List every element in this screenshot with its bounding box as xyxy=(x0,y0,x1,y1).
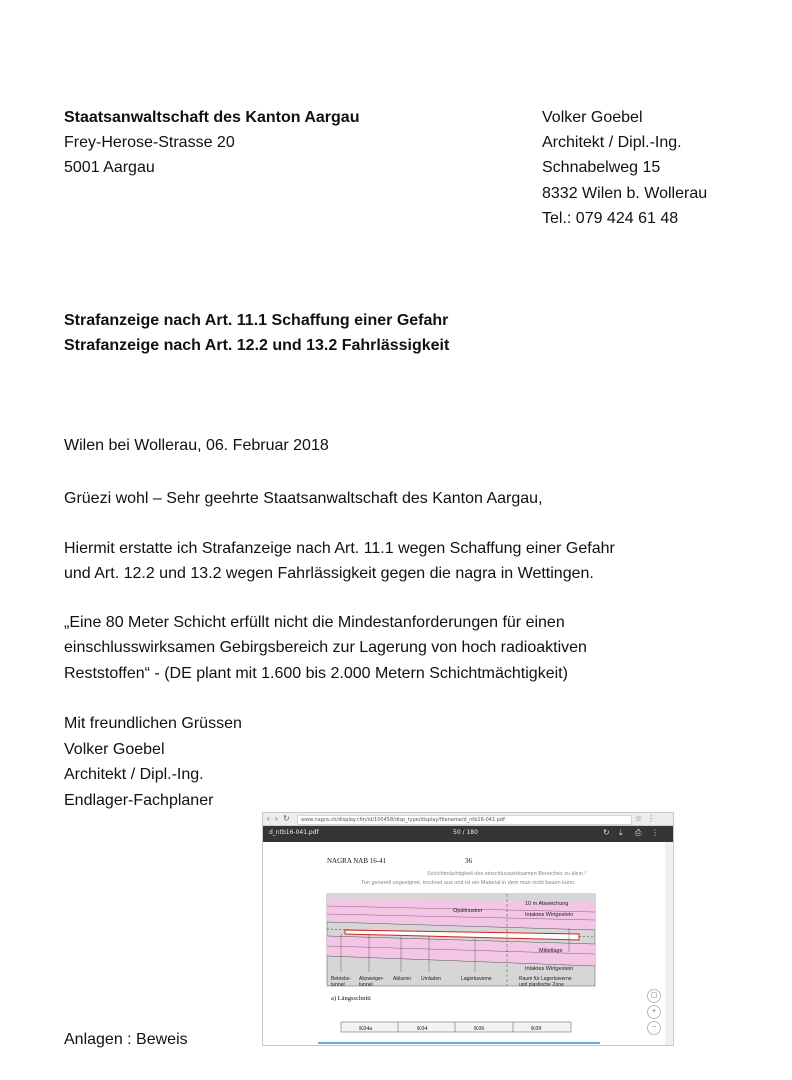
author-city: 8332 Wilen b. Wollerau xyxy=(542,185,708,202)
subject-line-1: Strafanzeige nach Art. 11.1 Schaffung einer Gefahr xyxy=(64,312,449,329)
label-lagerkaverne: Lagerkaverne xyxy=(461,976,492,982)
address-bar: www.nagra.ch/display.cfm/id/100458/disp_type/display/filename/d_ntb16-041.pdf xyxy=(297,815,632,825)
evidence-screenshot xyxy=(262,812,674,1046)
closing-name: Volker Goebel xyxy=(64,741,165,758)
table-header-k09: K09 xyxy=(531,1026,542,1032)
label-opalinuston: Opalinuston xyxy=(453,908,483,914)
forward-icon: › xyxy=(275,814,278,823)
scroll-indicator xyxy=(318,1042,600,1044)
label-betriebstunnel: Betriebs-tunnel xyxy=(331,976,352,988)
author-title: Architekt / Dipl.-Ing. xyxy=(542,134,682,151)
back-icon: ‹ xyxy=(267,814,270,823)
label-raum: Raum für Lagerkaverne und plastische Zone xyxy=(519,976,572,988)
menu-icon: ⋮ xyxy=(647,814,655,823)
table-header-k06: K06 xyxy=(474,1026,485,1032)
label-mittellage: Mittellage xyxy=(539,948,563,954)
body-quote-line2: einschlusswirksamen Gebirgsbereich zur Lagerung von hoch radioaktiven xyxy=(64,639,587,656)
doc-header: NAGRA NAB 16-41 xyxy=(327,857,387,865)
pdf-scrollbar[interactable] xyxy=(665,842,673,1045)
doc-page-number: 36 xyxy=(465,857,472,865)
rotate-icon: ↻ xyxy=(603,828,610,837)
closing-greeting: Mit freundlichen Grüssen xyxy=(64,715,242,732)
pdf-toolbar xyxy=(263,826,673,842)
body-p1-line2: und Art. 12.2 und 13.2 wegen Fahrlässigkeit gegen die nagra in Wettingen. xyxy=(64,565,594,582)
star-icon: ☆ xyxy=(635,814,643,823)
closing-title: Architekt / Dipl.-Ing. xyxy=(64,766,204,783)
recipient-name: Staatsanwaltschaft des Kanton Aargau xyxy=(64,109,360,126)
geology-cross-section xyxy=(269,892,661,1042)
recipient-street: Frey-Herose-Strasse 20 xyxy=(64,134,235,151)
figure-caption: a) Längsschnitt xyxy=(331,995,371,1002)
download-icon: ⤓ xyxy=(619,828,623,837)
pdf-page xyxy=(269,842,661,1045)
label-ablacen: Ablacen xyxy=(393,976,412,982)
print-icon: ⎙ xyxy=(635,828,642,837)
annotation-1: Schichtmächtigkeit des einschlusswirksamen Bereiches zu klein ! xyxy=(427,871,586,877)
author-phone: Tel.: 079 424 61 48 xyxy=(542,210,679,227)
table-header-k04: K04 xyxy=(417,1026,428,1032)
label-wirtgestein-top: Intaktes Wirtgestein xyxy=(525,912,574,918)
date-line: Wilen bei Wollerau, 06. Februar 2018 xyxy=(64,437,329,454)
label-abzweigertunnel: Abzweiger-tunnel xyxy=(359,976,385,988)
recipient-city: 5001 Aargau xyxy=(64,159,155,176)
subject-line-2: Strafanzeige nach Art. 12.2 und 13.2 Fahrlässigkeit xyxy=(64,337,450,354)
attachment-note: Anlagen : Beweis xyxy=(64,1031,188,1048)
label-abweichung: 10 m Abweichung xyxy=(525,901,569,907)
annotation-2: Ton generell ungeeignet, trocknet aus und ist ein Material in dem man nicht bauen kann. xyxy=(361,880,576,886)
author-name: Volker Goebel xyxy=(542,109,643,126)
body-quote-line1: „Eine 80 Meter Schicht erfüllt nicht die Mindestanforderungen für einen xyxy=(64,614,565,631)
more-icon: ⋮ xyxy=(651,828,659,837)
author-street: Schnabelweg 15 xyxy=(542,159,661,176)
salutation: Grüezi wohl – Sehr geehrte Staatsanwaltschaft des Kanton Aargau, xyxy=(64,490,543,507)
closing-role: Endlager-Fachplaner xyxy=(64,792,214,809)
label-umladen: Umladen xyxy=(421,976,442,982)
fit-page-icon[interactable]: ▢ xyxy=(647,989,661,1003)
table-header-k04a: K04a xyxy=(359,1026,372,1032)
reload-icon: ↻ xyxy=(283,814,290,823)
body-p1-line1: Hiermit erstatte ich Strafanzeige nach Art. 11.1 wegen Schaffung einer Gefahr xyxy=(64,540,615,557)
browser-toolbar xyxy=(263,813,673,826)
pdf-page-counter: 50 / 180 xyxy=(453,829,478,836)
zoom-out-icon[interactable]: − xyxy=(647,1021,661,1035)
body-quote-line3: Reststoffen“ - (DE plant mit 1.600 bis 2.000 Metern Schichtmächtigkeit) xyxy=(64,665,568,682)
label-wirtgestein-bottom: Intaktes Wirtgestein xyxy=(525,966,574,972)
pdf-filename: d_ntb16-041.pdf xyxy=(269,829,319,836)
zoom-in-icon[interactable]: + xyxy=(647,1005,661,1019)
